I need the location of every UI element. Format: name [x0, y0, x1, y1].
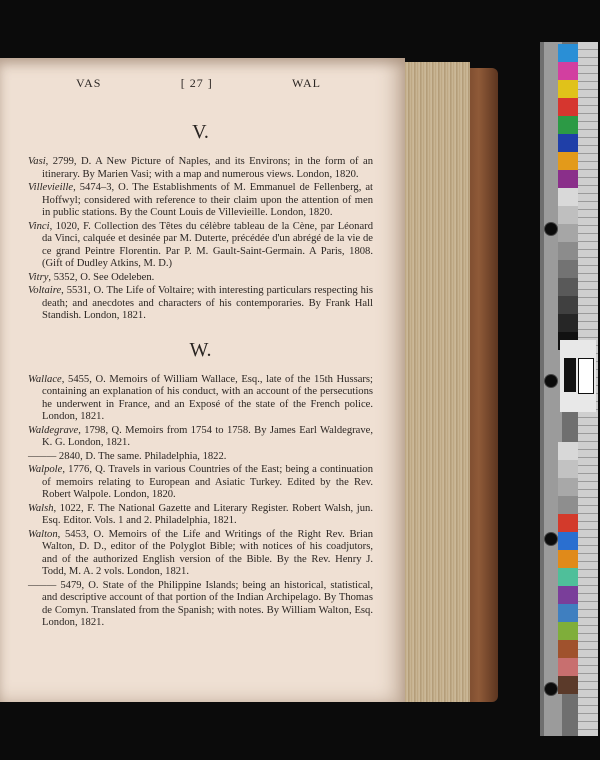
- entry-author: ———: [28, 450, 57, 462]
- ruler-hole: [544, 374, 558, 388]
- entry-text: , 5453, O. Memoirs of the Life and Writings of the Right Rev. Brian Walton, D. D., editor of the Polyglot Bible; with notices of his coadjutors, and of the authorized English version of the Bible. By the Rev. Henry J. Todd, M. A. 2 vols. London, 1821.: [42, 528, 373, 577]
- running-head-left: VAS: [76, 76, 102, 90]
- gray-target: [560, 340, 596, 412]
- entry-text: , 5474–3, O. The Establishments of M. Emmanuel de Fellenberg, at Hoffwyl; considered with reference to their claim upon the attention of men in public stations. By the Count Louis de Villevieille. London, 1820.: [42, 182, 373, 218]
- color-swatch: [558, 44, 578, 62]
- color-swatch: [558, 514, 578, 532]
- entry-text: , 5531, O. The Life of Voltaire; with interesting particulars respecting his death; and anecdotes and characters of his contemporaries. By Frank Hall Standish. London, 1821.: [42, 285, 373, 321]
- color-swatch: [558, 152, 578, 170]
- entry-author: Waldegrave: [28, 424, 79, 436]
- color-swatch: [558, 604, 578, 622]
- entry-author: Wallace: [28, 373, 62, 385]
- color-swatch: [558, 80, 578, 98]
- color-swatch: [558, 550, 578, 568]
- color-swatch: [558, 532, 578, 550]
- color-swatch: [558, 116, 578, 134]
- white-patch: [578, 358, 594, 394]
- entry-author: Walton: [28, 528, 58, 540]
- entry-text: , 1798, Q. Memoirs from 1754 to 1758. By James Earl Waldegrave, K. G. London, 1821.: [42, 424, 373, 448]
- entry-author: Voltaire: [28, 285, 62, 296]
- page-number: [ 27 ]: [180, 76, 213, 90]
- ruler-hole: [544, 222, 558, 236]
- entries-v: [28, 156, 373, 323]
- catalog-entry: [28, 580, 373, 630]
- catalog-entry: [28, 451, 373, 464]
- entry-text: , 1020, F. Collection des Têtes du célèbre tableau de la Cène, par Léonard da Vinci, calquée et desinée par M. Duterte, précédée d'un abrégé de la vie de ce grand Peintre Florentin. Par P. M. Gault-Saint-Germain. A Paris, 1808. (Gift of Dudley Atkins, M. D.): [42, 220, 373, 269]
- catalog-entry: [28, 182, 373, 220]
- color-swatch: [558, 658, 578, 676]
- color-swatch: [558, 278, 578, 296]
- catalog-entry: [28, 156, 373, 181]
- color-swatch: [558, 622, 578, 640]
- ruler-hole: [544, 682, 558, 696]
- running-head: [76, 76, 321, 91]
- catalog-entry: [28, 285, 373, 323]
- book-cover: [466, 68, 498, 702]
- page-edges: [398, 62, 470, 702]
- color-swatch: [558, 586, 578, 604]
- entry-author: ———: [28, 579, 57, 591]
- catalog-entry: [28, 529, 373, 579]
- entry-text: , 5352, O. See Odeleben.: [48, 271, 155, 283]
- catalog-entry: [28, 221, 373, 271]
- page-content: [28, 76, 373, 631]
- entry-text: , 1776, Q. Travels in various Countries of the East; being a continuation of memoirs relating to European and Asiatic Turkey. Edited by the Rev. Robert Walpole. London, 1820.: [42, 464, 373, 500]
- color-swatch: [558, 676, 578, 694]
- catalog-entry: [28, 503, 373, 528]
- entry-author: Walsh: [28, 502, 54, 514]
- entry-text: 5479, O. State of the Philippine Islands; being an historical, statistical, and descriptive account of that portion of the Indian Archipelago. By Thomas de Comyn. Translated from the Spanish; with notes. By William Walton, Esq. London, 1821.: [42, 579, 373, 628]
- entry-text: 2840, D. The same. Philadelphia, 1822.: [56, 450, 227, 462]
- entry-text: , 2799, D. A New Picture of Naples, and its Environs; in the form of an itinerary. By Marien Vasi; with a map and numerous views. London, 1820.: [42, 156, 373, 180]
- entries-w: [28, 374, 373, 630]
- catalog-entry: [28, 425, 373, 450]
- color-swatch: [558, 224, 578, 242]
- color-swatch: [558, 98, 578, 116]
- color-swatch: [558, 188, 578, 206]
- entry-author: Villevieille: [28, 182, 74, 193]
- color-swatch: [558, 242, 578, 260]
- color-swatch: [558, 206, 578, 224]
- catalog-entry: [28, 464, 373, 502]
- color-swatch: [558, 640, 578, 658]
- color-swatch: [558, 170, 578, 188]
- color-swatch: [558, 134, 578, 152]
- running-head-right: WAL: [292, 76, 321, 90]
- color-swatch: [558, 568, 578, 586]
- ruler-hole: [544, 532, 558, 546]
- color-swatch: [558, 62, 578, 80]
- entry-text: , 1022, F. The National Gazette and Literary Register. Robert Walsh, jun. Esq. Editor. Vols. 1 and 2. Philadelphia, 1821.: [42, 502, 373, 526]
- color-swatch: [558, 496, 578, 514]
- black-patch: [564, 358, 576, 392]
- book: [0, 52, 498, 702]
- catalog-entry: [28, 374, 373, 424]
- entry-author: Walpole: [28, 464, 63, 475]
- color-swatch: [558, 260, 578, 278]
- entry-author: Vinci: [28, 220, 50, 232]
- entry-author: Vitry: [28, 271, 49, 283]
- color-swatch: [558, 460, 578, 478]
- color-swatch: [558, 478, 578, 496]
- catalog-entry: [28, 272, 373, 285]
- entry-author: Vasi: [28, 156, 46, 167]
- color-swatch: [558, 442, 578, 460]
- section-heading-w: W.: [189, 338, 212, 361]
- color-swatch: [558, 314, 578, 332]
- color-swatch: [558, 296, 578, 314]
- section-heading-v: V.: [192, 121, 209, 143]
- book-page: [0, 58, 405, 702]
- entry-text: , 5455, O. Memoirs of William Wallace, Esq., late of the 15th Hussars; containing an explanation of his conduct, with an account of the persecutions he underwent in France, and an Exposé of the state of the French police. London, 1821.: [42, 373, 373, 422]
